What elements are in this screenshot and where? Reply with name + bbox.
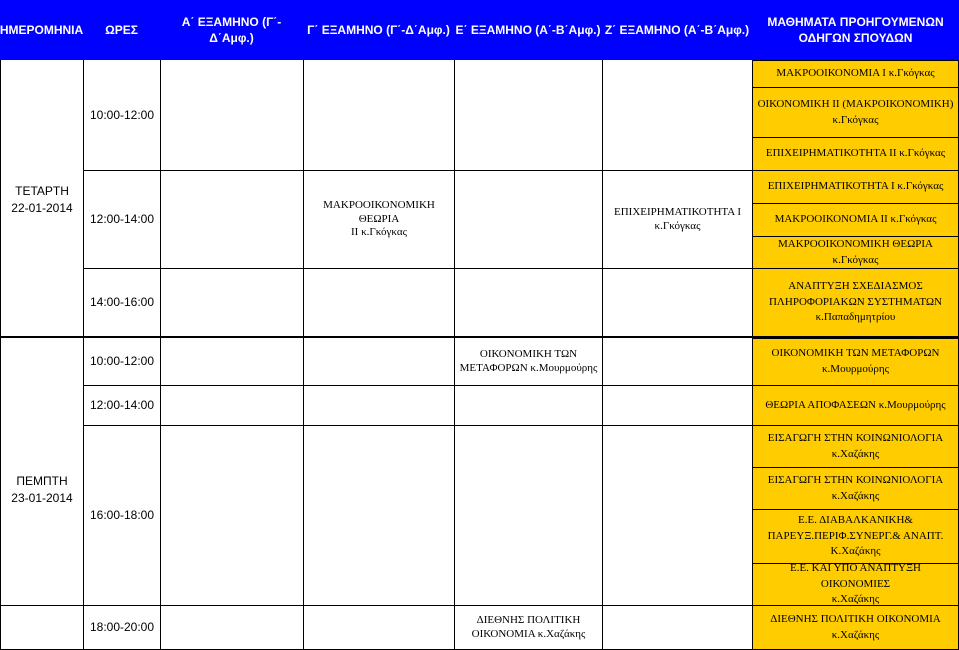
header-hours: ΩΡΕΣ	[83, 0, 160, 60]
time-slot-thu-2: 12:00-14:00	[89, 398, 155, 412]
prev-course-macroeconomics-1: ΜΑΚΡΟΟΙΚΟΝΟΜΙΑ Ι κ.Γκόγκας	[752, 60, 959, 88]
prev-course-decision-theory: ΘΕΩΡΙΑ ΑΠΟΦΑΣΕΩΝ κ.Μουρμούρης	[752, 385, 959, 426]
header-date: ΗΜΕΡΟΜΗΝΙΑ	[0, 0, 83, 60]
prev-course-international-political-economy: ΔΙΕΘΝΗΣ ΠΟΛΙΤΙΚΗ ΟΙΚΟΝΟΜΙΑ κ.Χαζάκης	[752, 605, 959, 650]
prev-course-entrepreneurship-1: ΕΠΙΧΕΙΡΗΜΑΤΙΚΟΤΗΤΑ Ι κ.Γκόγκας	[752, 170, 959, 204]
grid-hours-divider	[160, 60, 161, 650]
header-semester-g: Ζ΄ ΕΞΑΜΗΝΟ (Α΄-Β΄Αμφ.)	[602, 0, 752, 60]
prev-course-transport-economics: ΟΙΚΟΝΟΜΙΚΗ ΤΩΝ ΜΕΤΑΦΟΡΩΝ κ.Μουρμούρης	[752, 338, 959, 386]
time-slot-thu-4: 18:00-20:00	[89, 620, 155, 634]
grid-sem-e-divider	[602, 60, 603, 650]
header-previous-programs: ΜΑΘΗΜΑΤΑ ΠΡΟΗΓΟΥΜΕΝΩΝ ΟΔΗΓΩΝ ΣΠΟΥΔΩΝ	[752, 0, 959, 60]
day-thursday: ΠΕΜΠΤΗ 23-01-2014	[11, 474, 73, 505]
prev-course-entrepreneurship-2: ΕΠΙΧΕΙΡΗΜΑΤΙΚΟΤΗΤΑ ΙΙ κ.Γκόγκας	[752, 137, 959, 171]
time-slot-wed-2: 12:00-14:00	[89, 212, 155, 226]
prev-course-economics-2: ΟΙΚΟΝΟΜΙΚΗ ΙΙ (ΜΑΚΡΟΙΚΟΝΟΜΙΚΗ) κ.Γκόγκας	[752, 87, 959, 138]
time-slot-thu-3: 16:00-18:00	[89, 508, 155, 522]
time-slot-wed-3: 14:00-16:00	[89, 295, 155, 309]
prev-course-balkan-cooperation: Ε.Ε. ΔΙΑΒΑΛΚΑΝΙΚΗ& ΠΑΡΕΥΞ.ΠΕΡΙΦ.ΣΥΝΕΡΓ.& ΑΝΑΠΤ. Κ.Χαζάκης	[752, 509, 959, 564]
course-sem-c-wed-2: ΜΑΚΡΟΟΙΚΟΝΟΜΙΚΗ ΘΕΩΡΙΑ ΙΙ κ.Γκόγκας	[323, 198, 435, 239]
header-semester-c: Γ΄ ΕΞΑΜΗΝΟ (Γ΄-Δ΄Αμφ.)	[303, 0, 454, 60]
day-wednesday: ΤΕΤΑΡΤΗ 22-01-2014	[11, 184, 73, 215]
prev-course-sociology-1: ΕΙΣΑΓΩΓΗ ΣΤΗΝ ΚΟΙΝΩΝΙΟΛΟΓΙΑ κ.Χαζάκης	[752, 425, 959, 468]
prev-course-macroeconomic-theory: ΜΑΚΡΟΟΙΚΟΝΟΜΙΚΗ ΘΕΩΡΙΑ κ.Γκόγκας	[752, 236, 959, 269]
prev-course-information-systems: ΑΝΑΠΤΥΞΗ ΣΧΕΔΙΑΣΜΟΣ ΠΛΗΡΟΦΟΡΙΑΚΩΝ ΣΥΣΤΗΜΑΤΩΝ κ.Παπαδημητρίου	[752, 268, 959, 337]
header-semester-a: Α΄ ΕΞΑΜΗΝΟ (Γ΄-Δ΄Αμφ.)	[160, 0, 303, 60]
prev-course-macroeconomics-2: ΜΑΚΡΟΟΙΚΟΝΟΜΙΑ ΙΙ κ.Γκόγκας	[752, 203, 959, 237]
course-sem-e-thu-4: ΔΙΕΘΝΗΣ ΠΟΛΙΤΙΚΗ ΟΙΚΟΝΟΜΙΑ κ.Χαζάκης	[471, 613, 586, 640]
grid-left-border	[0, 60, 1, 650]
prev-course-eu-developing-economies: Ε.Ε. ΚΑΙ ΥΠΟ ΑΝΑΠΤΥΞΗ ΟΙΚΟΝΟΜΙΕΣ κ.Χαζάκης	[752, 563, 959, 606]
prev-course-sociology-2: ΕΙΣΑΓΩΓΗ ΣΤΗΝ ΚΟΙΝΩΝΙΟΛΟΓΙΑ κ.Χαζάκης	[752, 467, 959, 510]
time-slot-wed-1: 10:00-12:00	[89, 107, 155, 122]
course-sem-g-wed-2: ΕΠΙΧΕΙΡΗΜΑΤΙΚΟΤΗΤΑ Ι κ.Γκόγκας	[614, 205, 741, 232]
course-sem-e-thu-1: ΟΙΚΟΝΟΜΙΚΗ ΤΩΝ ΜΕΤΑΦΟΡΩΝ κ.Μουρμούρης	[459, 347, 598, 374]
header-semester-e: Ε΄ ΕΞΑΜΗΝΟ (Α΄-Β΄Αμφ.)	[454, 0, 602, 60]
grid-sem-a-divider	[303, 60, 304, 650]
time-slot-thu-1: 10:00-12:00	[89, 354, 155, 368]
